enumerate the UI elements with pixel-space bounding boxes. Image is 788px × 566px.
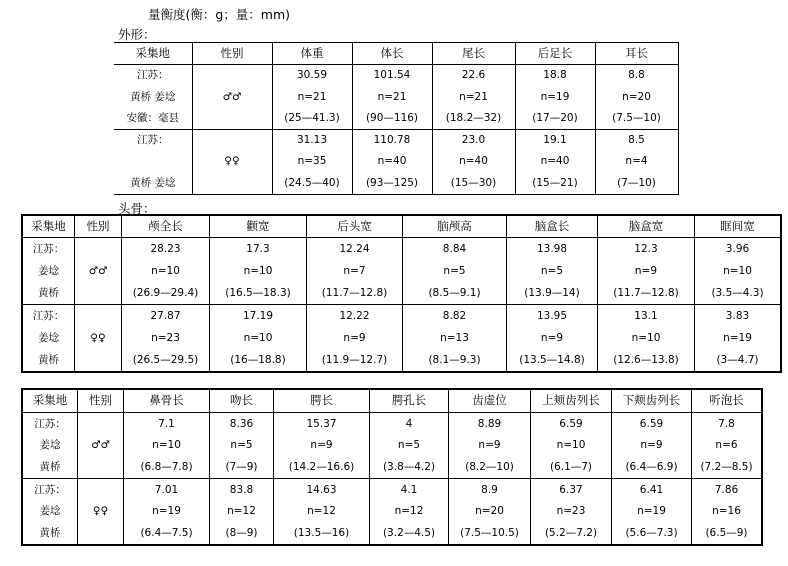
measurement-cell: 19.1 — [515, 129, 595, 151]
sex-cell: ♂♂ — [192, 86, 272, 108]
section-label-external: 外形： — [118, 27, 156, 42]
measurement-cell: n=10 — [122, 260, 210, 282]
locality-cell: 江苏： — [23, 304, 75, 326]
measurement-cell: n=35 — [272, 151, 352, 173]
table-row — [114, 108, 678, 130]
table-row — [23, 501, 762, 523]
measurement-cell: (13.9—14) — [507, 282, 598, 304]
measurement-cell: (15—30) — [432, 172, 515, 194]
measurement-cell: 7.8 — [692, 413, 762, 435]
measurement-cell: (13.5—14.8) — [507, 349, 598, 371]
locality-cell: 姜埝 — [23, 501, 78, 523]
measurement-cell: (3.2—4.5) — [370, 523, 449, 545]
locality-cell: 江苏： — [114, 65, 192, 87]
measurement-cell: 13.1 — [598, 304, 695, 326]
measurement-cell: 31.13 — [272, 129, 352, 151]
sex-cell — [75, 238, 122, 260]
measurement-cell: n=19 — [612, 501, 692, 523]
measurement-cell: 8.89 — [449, 413, 531, 435]
measurement-cell: n=21 — [432, 86, 515, 108]
measurement-cell: 30.59 — [272, 65, 352, 87]
measurement-cell: (18.2—32) — [432, 108, 515, 130]
measurement-cell: n=9 — [598, 260, 695, 282]
table-row — [23, 304, 781, 326]
measurement-cell: (5.6—7.3) — [612, 523, 692, 545]
sex-cell — [192, 129, 272, 151]
measurement-cell: (6.4—7.5) — [124, 523, 210, 545]
measurement-cell: 7.01 — [124, 479, 210, 501]
measurement-cell: n=5 — [210, 435, 274, 457]
sex-cell — [78, 523, 124, 545]
locality-cell: 黄桥 — [23, 457, 78, 479]
measurement-cell: n=20 — [449, 501, 531, 523]
measurement-cell: (6.4—6.9) — [612, 457, 692, 479]
header-row — [23, 216, 781, 238]
measurement-cell: 4.1 — [370, 479, 449, 501]
measurement-cell: n=4 — [595, 151, 678, 173]
measurement-cell: 27.87 — [122, 304, 210, 326]
measurement-cell: (7.5—10) — [595, 108, 678, 130]
measurement-cell: n=9 — [449, 435, 531, 457]
column-header: 眶间宽 — [695, 216, 781, 238]
measurement-cell: n=12 — [210, 501, 274, 523]
measurement-cell: (8.2—10) — [449, 457, 531, 479]
measurement-cell: 18.8 — [515, 65, 595, 87]
measurement-cell: (5.2—7.2) — [531, 523, 612, 545]
measurement-cell: 22.6 — [432, 65, 515, 87]
table-row — [23, 435, 762, 457]
measurement-cell: 3.96 — [695, 238, 781, 260]
column-header: 腭孔长 — [370, 390, 449, 413]
table-row — [114, 65, 678, 87]
column-header: 尾长 — [432, 43, 515, 65]
column-header: 采集地 — [114, 43, 192, 65]
measurement-cell: n=6 — [692, 435, 762, 457]
measurement-cell: 6.37 — [531, 479, 612, 501]
measurement-cell: n=10 — [210, 327, 307, 349]
locality-cell: 江苏： — [23, 238, 75, 260]
column-header: 上颊齿列长 — [531, 390, 612, 413]
column-header: 体长 — [352, 43, 432, 65]
measurement-cell: n=9 — [274, 435, 370, 457]
measurement-cell: 101.54 — [352, 65, 432, 87]
measurement-cell: 8.82 — [403, 304, 507, 326]
table-row — [23, 413, 762, 435]
measurement-cell: 6.41 — [612, 479, 692, 501]
sex-cell — [78, 413, 124, 435]
measurement-cell: n=7 — [307, 260, 403, 282]
measurement-cell: (17—20) — [515, 108, 595, 130]
measurement-cell: 110.78 — [352, 129, 432, 151]
sex-cell — [75, 304, 122, 326]
measurement-cell: n=10 — [598, 327, 695, 349]
sex-cell — [192, 172, 272, 194]
measurement-cell: (8—9) — [210, 523, 274, 545]
measurement-cell: 83.8 — [210, 479, 274, 501]
column-header: 后足长 — [515, 43, 595, 65]
table-row — [23, 479, 762, 501]
measurement-cell: 17.19 — [210, 304, 307, 326]
locality-cell: 姜埝 — [23, 435, 78, 457]
measurement-cell: (7—10) — [595, 172, 678, 194]
measurement-cell: n=10 — [124, 435, 210, 457]
sex-cell — [75, 349, 122, 371]
measurement-cell: 13.98 — [507, 238, 598, 260]
locality-cell: 姜埝 — [23, 260, 75, 282]
measurement-cell: n=9 — [507, 327, 598, 349]
column-header: 采集地 — [23, 390, 78, 413]
locality-cell — [114, 151, 192, 173]
locality-cell: 黄桥 姜埝 — [130, 90, 176, 103]
measurement-cell: n=16 — [692, 501, 762, 523]
sex-cell — [78, 457, 124, 479]
sex-cell: ♀♀ — [192, 151, 272, 173]
sex-cell — [75, 282, 122, 304]
table-row — [114, 172, 678, 194]
measurement-cell: (93—125) — [352, 172, 432, 194]
sex-cell — [192, 108, 272, 130]
measurement-cell: n=5 — [370, 435, 449, 457]
measurement-cell: 17.3 — [210, 238, 307, 260]
column-header: 脑盒长 — [507, 216, 598, 238]
measurement-cell: 8.5 — [595, 129, 678, 151]
locality-cell: 黄桥 — [23, 523, 78, 545]
measurement-cell: (90—116) — [352, 108, 432, 130]
column-header: 性别 — [75, 216, 122, 238]
column-header: 脑颅高 — [403, 216, 507, 238]
measurement-cell: 8.8 — [595, 65, 678, 87]
measurement-cell: (8.5—9.1) — [403, 282, 507, 304]
table-row — [23, 523, 762, 545]
measurement-cell: (3—4.7) — [695, 349, 781, 371]
measurement-cell: (25—41.3) — [272, 108, 352, 130]
measurement-cell: (3.8—4.2) — [370, 457, 449, 479]
table-row — [23, 238, 781, 260]
measurement-cell: n=5 — [403, 260, 507, 282]
measurement-cell: n=5 — [507, 260, 598, 282]
measurement-cell: n=21 — [352, 86, 432, 108]
measurement-cell: n=19 — [515, 86, 595, 108]
measurement-cell: n=10 — [531, 435, 612, 457]
measurement-cell: 7.1 — [124, 413, 210, 435]
measurement-cell: (24.5—40) — [272, 172, 352, 194]
column-header: 脑盒宽 — [598, 216, 695, 238]
measurement-cell: 15.37 — [274, 413, 370, 435]
locality-cell: 江苏： — [23, 413, 78, 435]
column-header: 齿虚位 — [449, 390, 531, 413]
column-header: 性别 — [192, 43, 272, 65]
external-measurements-table — [114, 42, 679, 195]
measurement-cell: n=40 — [432, 151, 515, 173]
column-header: 鼻骨长 — [124, 390, 210, 413]
locality-cell: 黄桥 — [23, 349, 75, 371]
measurement-cell: 12.22 — [307, 304, 403, 326]
measurement-cell: (16—18.8) — [210, 349, 307, 371]
measurement-cell: (11.7—12.8) — [598, 282, 695, 304]
measurement-cell: (26.5—29.5) — [122, 349, 210, 371]
column-header: 后头宽 — [307, 216, 403, 238]
measurement-cell: 14.63 — [274, 479, 370, 501]
column-header: 性别 — [78, 390, 124, 413]
measurement-cell: n=23 — [531, 501, 612, 523]
header-row — [114, 43, 678, 65]
locality-cell: 江苏： — [23, 479, 78, 501]
section-label-skull: 头骨： — [118, 201, 156, 216]
measurement-cell: 13.95 — [507, 304, 598, 326]
sex-cell: ♂♂ — [78, 435, 124, 457]
table-row — [23, 349, 781, 371]
column-header: 耳长 — [595, 43, 678, 65]
measurement-cell: (26.9—29.4) — [122, 282, 210, 304]
measurement-cell: (7—9) — [210, 457, 274, 479]
column-header: 颧宽 — [210, 216, 307, 238]
measurement-cell: n=21 — [272, 86, 352, 108]
measurement-cell: (7.5—10.5) — [449, 523, 531, 545]
measurement-cell: (13.5—16) — [274, 523, 370, 545]
sex-cell: ♀♀ — [78, 501, 124, 523]
measurement-cell: n=40 — [515, 151, 595, 173]
column-header: 体重 — [272, 43, 352, 65]
locality-cell: 江苏： — [114, 129, 192, 151]
measurement-cell: (11.9—12.7) — [307, 349, 403, 371]
measurement-cell: (16.5—18.3) — [210, 282, 307, 304]
measurement-cell: n=23 — [122, 327, 210, 349]
measurement-cell: n=9 — [307, 327, 403, 349]
measurement-cell: 7.86 — [692, 479, 762, 501]
measurement-cell: 6.59 — [531, 413, 612, 435]
sex-cell — [78, 479, 124, 501]
measurement-cell: n=13 — [403, 327, 507, 349]
measurement-cell: n=19 — [124, 501, 210, 523]
column-header: 采集地 — [23, 216, 75, 238]
sex-cell: ♂♂ — [75, 260, 122, 282]
column-header: 听泡长 — [692, 390, 762, 413]
measurement-cell: n=9 — [612, 435, 692, 457]
measurement-cell: n=19 — [695, 327, 781, 349]
measurement-cell: (6.1—7) — [531, 457, 612, 479]
measurement-cell: (12.6—13.8) — [598, 349, 695, 371]
measurement-cell: n=10 — [695, 260, 781, 282]
measurement-cell: (6.8—7.8) — [124, 457, 210, 479]
measurement-cell: n=12 — [370, 501, 449, 523]
locality-cell: 黄桥 姜埝 — [130, 176, 176, 189]
sex-cell: ♀♀ — [75, 327, 122, 349]
table-row — [23, 260, 781, 282]
column-header: 下颊齿列长 — [612, 390, 692, 413]
locality-cell: 姜埝 — [23, 327, 75, 349]
skull-measurements-table-1 — [22, 215, 781, 372]
column-header: 颅全长 — [122, 216, 210, 238]
measurement-cell: (3.5—4.3) — [695, 282, 781, 304]
table-row — [23, 327, 781, 349]
measurement-cell: 12.24 — [307, 238, 403, 260]
measurement-cell: (11.7—12.8) — [307, 282, 403, 304]
skull-measurements-table-2 — [22, 389, 762, 545]
header-row — [23, 390, 762, 413]
locality-cell: 安徽：毫县 — [126, 111, 179, 124]
measurement-cell: (15—21) — [515, 172, 595, 194]
table-row — [114, 151, 678, 173]
measurement-cell: 12.3 — [598, 238, 695, 260]
table-row — [23, 282, 781, 304]
measurement-cell: 8.84 — [403, 238, 507, 260]
table-row — [114, 86, 678, 108]
measurement-cell: (6.5—9) — [692, 523, 762, 545]
measurement-cell: (14.2—16.6) — [274, 457, 370, 479]
measurement-cell: 4 — [370, 413, 449, 435]
measurement-cell: n=40 — [352, 151, 432, 173]
measurement-cell: 6.59 — [612, 413, 692, 435]
column-header: 吻长 — [210, 390, 274, 413]
measurement-cell: 23.0 — [432, 129, 515, 151]
sex-cell — [192, 65, 272, 87]
measurement-cell: 3.83 — [695, 304, 781, 326]
table-row — [23, 457, 762, 479]
measurement-cell: 8.9 — [449, 479, 531, 501]
measurement-cell: n=20 — [595, 86, 678, 108]
column-header: 腭长 — [274, 390, 370, 413]
measurement-cell: n=12 — [274, 501, 370, 523]
measurement-cell: n=10 — [210, 260, 307, 282]
measurement-cell: (7.2—8.5) — [692, 457, 762, 479]
page-title: 量衡度(衡：g；量：mm) — [148, 7, 291, 22]
measurement-cell: (8.1—9.3) — [403, 349, 507, 371]
measurement-cell: 28.23 — [122, 238, 210, 260]
table-row — [114, 129, 678, 151]
measurement-cell: 8.36 — [210, 413, 274, 435]
locality-cell: 黄桥 — [23, 282, 75, 304]
